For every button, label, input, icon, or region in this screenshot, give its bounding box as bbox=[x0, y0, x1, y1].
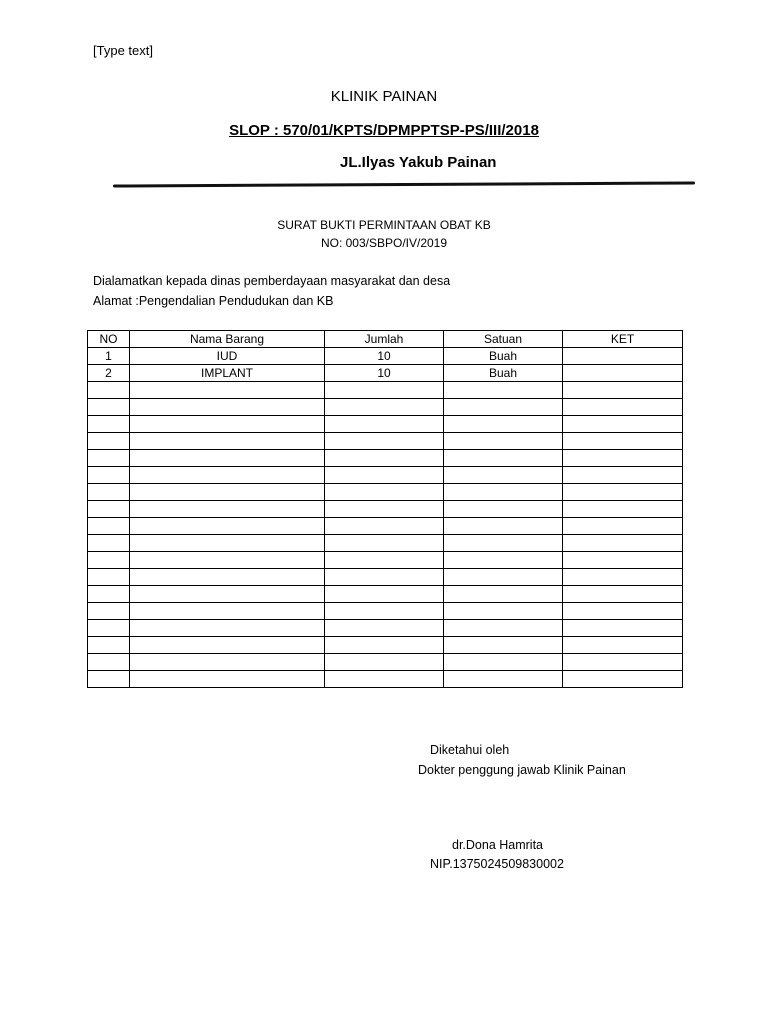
table-cell bbox=[444, 637, 563, 654]
table-cell bbox=[563, 671, 683, 688]
table-cell: Buah bbox=[444, 348, 563, 365]
table-cell bbox=[444, 671, 563, 688]
table-cell bbox=[444, 620, 563, 637]
table-cell bbox=[563, 535, 683, 552]
table-cell bbox=[325, 637, 444, 654]
table-cell bbox=[130, 518, 325, 535]
table-cell bbox=[563, 654, 683, 671]
table-cell bbox=[563, 518, 683, 535]
table-cell bbox=[130, 637, 325, 654]
table-cell bbox=[563, 365, 683, 382]
table-row bbox=[88, 586, 683, 603]
table-cell bbox=[130, 501, 325, 518]
table-cell: 10 bbox=[325, 365, 444, 382]
table-row bbox=[88, 416, 683, 433]
table-cell bbox=[88, 620, 130, 637]
table-row bbox=[88, 603, 683, 620]
table-cell bbox=[130, 484, 325, 501]
table-body bbox=[88, 348, 683, 688]
known-by: Diketahui oleh bbox=[430, 743, 510, 757]
table-row bbox=[88, 569, 683, 586]
table-row bbox=[88, 518, 683, 535]
alamat: Alamat :Pengendalian Pendudukan dan KB bbox=[93, 294, 334, 308]
table-cell bbox=[88, 552, 130, 569]
signatory-role: Dokter penggung jawab Klinik Painan bbox=[418, 763, 626, 777]
table-cell bbox=[88, 654, 130, 671]
table-cell bbox=[444, 433, 563, 450]
table-cell bbox=[563, 467, 683, 484]
table-cell bbox=[325, 535, 444, 552]
table-cell bbox=[444, 586, 563, 603]
table-cell bbox=[325, 518, 444, 535]
table-cell bbox=[130, 671, 325, 688]
letter-title: SURAT BUKTI PERMINTAAN OBAT KB bbox=[277, 218, 491, 232]
table-cell bbox=[325, 450, 444, 467]
table-cell bbox=[325, 399, 444, 416]
table-header-row bbox=[88, 331, 683, 348]
table-cell bbox=[325, 569, 444, 586]
table-cell bbox=[563, 450, 683, 467]
table-row bbox=[88, 484, 683, 501]
table-row bbox=[88, 501, 683, 518]
table-cell bbox=[325, 467, 444, 484]
table-cell bbox=[563, 552, 683, 569]
table-cell bbox=[444, 569, 563, 586]
table-cell: 10 bbox=[325, 348, 444, 365]
header-note: [Type text] bbox=[93, 43, 153, 58]
table-row bbox=[88, 399, 683, 416]
table-cell bbox=[444, 450, 563, 467]
clinic-address: JL.Ilyas Yakub Painan bbox=[340, 154, 497, 171]
table-row bbox=[88, 671, 683, 688]
table-cell bbox=[325, 416, 444, 433]
table-cell bbox=[130, 433, 325, 450]
table-cell bbox=[130, 586, 325, 603]
table-cell bbox=[88, 637, 130, 654]
table-cell bbox=[130, 399, 325, 416]
slop-number: SLOP : 570/01/KPTS/DPMPPTSP-PS/III/2018 bbox=[229, 122, 539, 139]
header-nama-barang: Nama Barang bbox=[130, 331, 325, 348]
table-cell bbox=[444, 467, 563, 484]
signatory-name: dr.Dona Hamrita bbox=[452, 838, 544, 852]
table-cell bbox=[325, 654, 444, 671]
table-cell bbox=[444, 416, 563, 433]
table-cell: IUD bbox=[130, 348, 325, 365]
table-row bbox=[88, 382, 683, 399]
header-satuan: Satuan bbox=[444, 331, 563, 348]
table-cell bbox=[88, 586, 130, 603]
table-cell bbox=[88, 671, 130, 688]
table-row bbox=[88, 637, 683, 654]
table-cell bbox=[130, 569, 325, 586]
table-row bbox=[88, 450, 683, 467]
table-cell bbox=[325, 501, 444, 518]
table-cell bbox=[88, 484, 130, 501]
items-table bbox=[87, 330, 683, 688]
table-cell bbox=[130, 416, 325, 433]
table-cell bbox=[130, 552, 325, 569]
table-cell: 2 bbox=[88, 365, 130, 382]
table-cell bbox=[563, 416, 683, 433]
addressed-to: Dialamatkan kepada dinas pemberdayaan masyarakat dan desa bbox=[93, 274, 451, 288]
table-cell bbox=[563, 569, 683, 586]
table-cell bbox=[88, 518, 130, 535]
table-cell: 1 bbox=[88, 348, 130, 365]
table-cell bbox=[444, 399, 563, 416]
table-row bbox=[88, 535, 683, 552]
table-row bbox=[88, 433, 683, 450]
table-cell bbox=[130, 382, 325, 399]
table-cell bbox=[444, 484, 563, 501]
table-cell bbox=[130, 467, 325, 484]
table-cell bbox=[444, 501, 563, 518]
table-row bbox=[88, 654, 683, 671]
table-cell bbox=[325, 586, 444, 603]
table-cell bbox=[563, 637, 683, 654]
letter-number: NO: 003/SBPO/IV/2019 bbox=[320, 236, 448, 250]
table-cell bbox=[88, 450, 130, 467]
table-cell bbox=[130, 535, 325, 552]
table-cell bbox=[88, 433, 130, 450]
table-cell bbox=[444, 535, 563, 552]
header-ket: KET bbox=[563, 331, 683, 348]
table-cell bbox=[88, 382, 130, 399]
clinic-name: KLINIK PAINAN bbox=[330, 88, 438, 105]
table-cell bbox=[563, 603, 683, 620]
table-cell bbox=[444, 552, 563, 569]
table-cell bbox=[444, 603, 563, 620]
table-cell bbox=[563, 433, 683, 450]
table-cell bbox=[563, 501, 683, 518]
table-cell bbox=[130, 603, 325, 620]
table-cell bbox=[130, 620, 325, 637]
header-jumlah: Jumlah bbox=[325, 331, 444, 348]
table-cell bbox=[88, 416, 130, 433]
table-cell bbox=[130, 450, 325, 467]
table-row bbox=[88, 620, 683, 637]
table-cell bbox=[325, 552, 444, 569]
table-row bbox=[88, 365, 683, 382]
table-cell bbox=[563, 399, 683, 416]
header-no: NO bbox=[88, 331, 130, 348]
table-cell bbox=[444, 518, 563, 535]
table-cell: Buah bbox=[444, 365, 563, 382]
table-cell bbox=[325, 603, 444, 620]
table-cell bbox=[88, 501, 130, 518]
table-cell bbox=[325, 433, 444, 450]
table-row bbox=[88, 348, 683, 365]
table-row bbox=[88, 552, 683, 569]
table-cell bbox=[563, 586, 683, 603]
table-cell bbox=[444, 654, 563, 671]
table-cell bbox=[88, 603, 130, 620]
table-cell bbox=[88, 535, 130, 552]
table-cell bbox=[563, 348, 683, 365]
table-cell bbox=[88, 467, 130, 484]
table-cell bbox=[88, 569, 130, 586]
table-cell bbox=[563, 382, 683, 399]
table-cell bbox=[325, 484, 444, 501]
table-cell bbox=[563, 620, 683, 637]
header-divider bbox=[113, 181, 695, 187]
table-cell bbox=[563, 484, 683, 501]
signatory-nip: NIP.1375024509830002 bbox=[430, 857, 564, 871]
table-cell bbox=[88, 399, 130, 416]
table-cell bbox=[325, 382, 444, 399]
table-row bbox=[88, 467, 683, 484]
table-cell: IMPLANT bbox=[130, 365, 325, 382]
table-cell bbox=[325, 671, 444, 688]
table-cell bbox=[130, 654, 325, 671]
table-cell bbox=[444, 382, 563, 399]
table-cell bbox=[325, 620, 444, 637]
